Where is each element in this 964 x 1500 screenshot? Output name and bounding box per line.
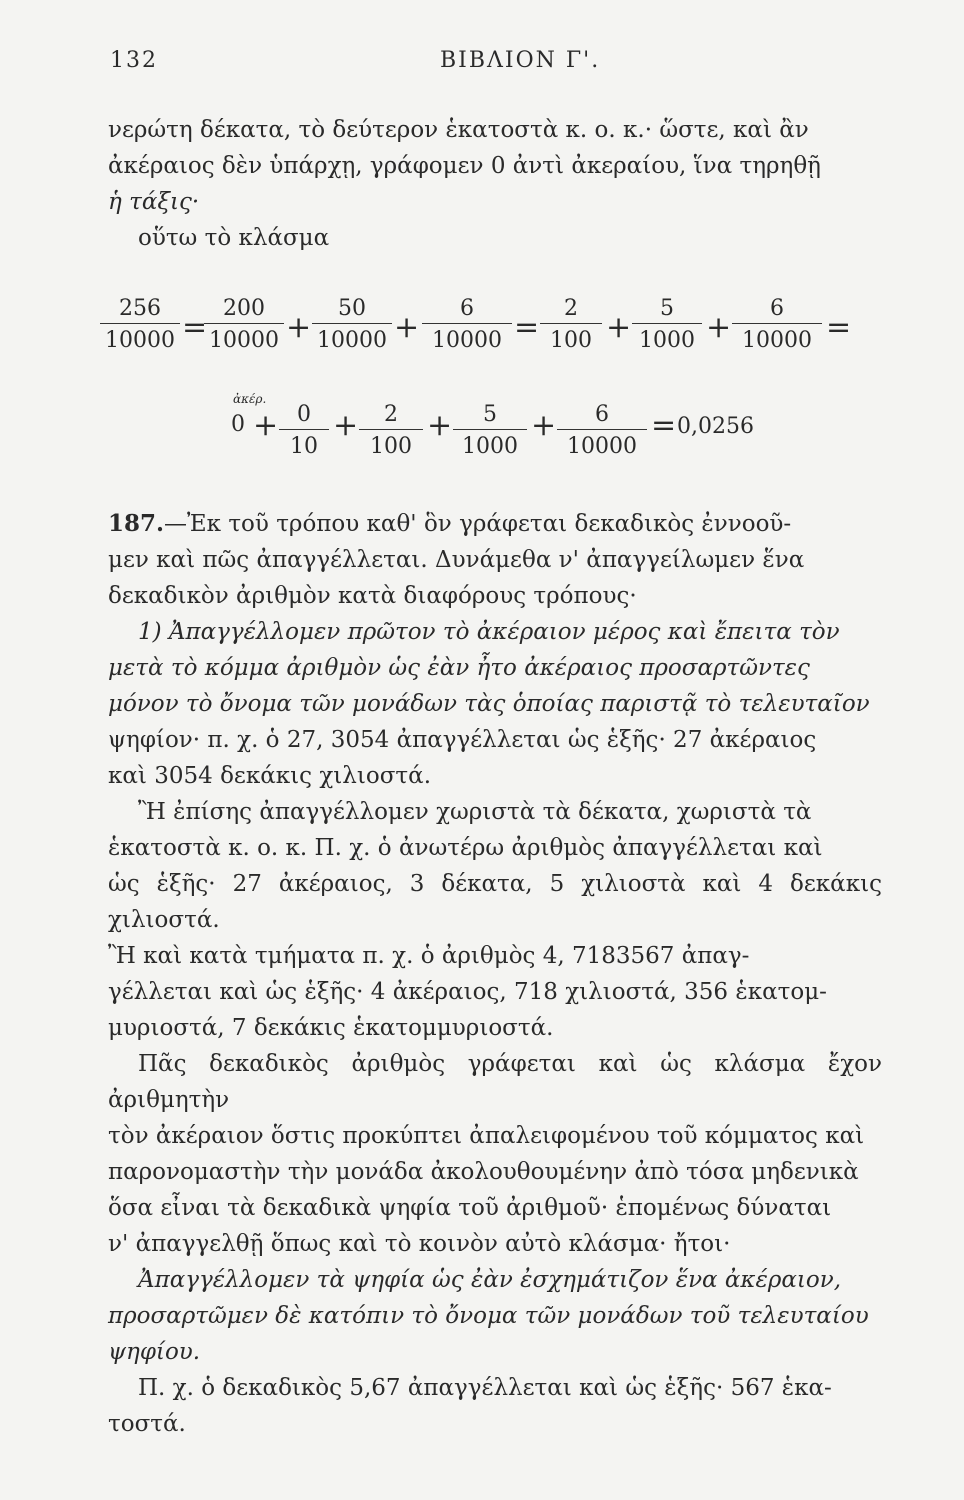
- denominator: 100: [370, 434, 412, 459]
- text-line: παρονομαστὴν τὴν μονάδα ἀκολουθουμένην ἀπὸ τόσα μηδενικὰ: [108, 1159, 859, 1185]
- text-line: 1) Ἀπαγγέλλομεν πρῶτον τὸ ἀκέραιον μέρος καὶ ἔπειτα τὸν: [138, 619, 840, 645]
- denominator: 10000: [567, 434, 637, 459]
- page-number: 132: [110, 48, 158, 73]
- plus-sign: +: [253, 408, 279, 443]
- text-line: ὅσα εἶναι τὰ δεκαδικὰ ψηφία τοῦ ἀριθμοῦ· ἑπομένως δύναται: [108, 1195, 832, 1221]
- integer-value: 0: [231, 412, 245, 437]
- text-line: οὕτω τὸ κλάσμα: [138, 225, 330, 251]
- fraction: [632, 296, 702, 353]
- denominator: 1000: [639, 328, 695, 353]
- fraction: [453, 402, 527, 459]
- numerator: 200: [204, 296, 284, 324]
- text-line: Ἀπαγγέλλομεν τὰ ψηφία ὡς ἐὰν ἐσχημάτιζον ἕνα ἀκέραιον,: [138, 1267, 842, 1293]
- numerator: 0: [279, 402, 329, 430]
- fraction: [100, 296, 180, 353]
- text-line: ὡς ἑξῆς· 27 ἀκέραιος, 3 δέκατα, 5 χιλιοστὰ καὶ 4 δεκάκις χιλιοστά.: [108, 871, 882, 933]
- denominator: 10: [290, 434, 318, 459]
- equals-sign: =: [182, 310, 208, 345]
- section-187: [108, 506, 882, 1442]
- text-line: δεκαδικὸν ἀριθμὸν κατὰ διαφόρους τρόπους·: [108, 583, 637, 609]
- text-line: Πᾶς δεκαδικὸς ἀριθμὸς γράφεται καὶ ὡς κλάσμα ἔχον ἀριθμητὴν: [108, 1051, 882, 1113]
- denominator: 100: [550, 328, 592, 353]
- fraction-equation-1: [100, 296, 880, 366]
- text-line: τὸν ἀκέραιον ὅστις προκύπτει ἀπαλειφομένου τοῦ κόμματος καὶ: [108, 1123, 865, 1149]
- text-line: Ἢ καὶ κατὰ τμήματα π. χ. ὁ ἀριθμὸς 4, 7183567 ἀπαγ-: [108, 943, 750, 969]
- fraction: [422, 296, 512, 353]
- numerator: 5: [632, 296, 702, 324]
- text-line: μετὰ τὸ κόμμα ἀριθμὸν ὡς ἐὰν ἦτο ἀκέραιος προσαρτῶντες: [108, 655, 810, 681]
- fraction: [279, 402, 329, 459]
- fraction: [732, 296, 822, 353]
- equation-result: 0,0256: [677, 414, 754, 439]
- numerator: 5: [453, 402, 527, 430]
- fraction: [540, 296, 602, 353]
- numerator: 2: [359, 402, 423, 430]
- text-line: καὶ 3054 δεκάκις χιλιοστά.: [108, 763, 431, 789]
- text-line: μόνον τὸ ὄνομα τῶν μονάδων τὰς ὁποίας παριστᾷ τὸ τελευταῖον: [108, 691, 870, 717]
- denominator: 10000: [105, 328, 175, 353]
- denominator: 1000: [462, 434, 518, 459]
- page-header: [110, 48, 880, 78]
- plus-sign: +: [394, 310, 420, 345]
- equals-sign: =: [826, 310, 852, 345]
- denominator: 10000: [317, 328, 387, 353]
- plus-sign: +: [333, 408, 359, 443]
- fraction: [312, 296, 392, 353]
- plus-sign: +: [427, 408, 453, 443]
- equals-sign: =: [651, 408, 677, 443]
- denominator: 10000: [742, 328, 812, 353]
- text-line: γέλλεται καὶ ὡς ἑξῆς· 4 ἀκέραιος, 718 χιλιοστά, 356 ἑκατομ-: [108, 979, 827, 1005]
- numerator: 2: [540, 296, 602, 324]
- fraction: [204, 296, 284, 353]
- plus-sign: +: [606, 310, 632, 345]
- equals-sign: =: [514, 310, 540, 345]
- text-line: ἡ τάξις·: [108, 189, 200, 215]
- intro-text: [108, 112, 882, 256]
- numerator: 6: [557, 402, 647, 430]
- text-line: ν' ἀπαγγελθῇ ὅπως καὶ τὸ κοινὸν αὐτὸ κλάσμα· ἤτοι·: [108, 1231, 731, 1257]
- plus-sign: +: [706, 310, 732, 345]
- section-heading: —Ἐκ τοῦ τρόπου καθ' ὃν γράφεται δεκαδικὸς ἐννοοῦ-: [164, 511, 792, 537]
- text-line: Π. χ. ὁ δεκαδικὸς 5,67 ἀπαγγέλλεται καὶ ὡς ἑξῆς· 567 ἑκα-: [138, 1375, 832, 1401]
- plus-sign: +: [286, 310, 312, 345]
- text-line: μεν καὶ πῶς ἀπαγγέλλεται. Δυνάμεθα ν' ἀπαγγείλωμεν ἕνα: [108, 547, 805, 573]
- text-line: νερώτη δέκατα, τὸ δεύτερον ἑκατοστὰ κ. ο. κ.· ὥστε, καὶ ἂν: [108, 117, 809, 143]
- text-line: [108, 506, 882, 542]
- section-number: 187.: [108, 510, 165, 537]
- plus-sign: +: [531, 408, 557, 443]
- numerator: 6: [422, 296, 512, 324]
- running-title: ΒΙΒΛΙΟΝ Γ'.: [440, 48, 601, 73]
- numerator: 50: [312, 296, 392, 324]
- numerator: 6: [732, 296, 822, 324]
- text-line: ψηφίου.: [108, 1339, 201, 1365]
- fraction-equation-2: [225, 392, 845, 472]
- text-line: Ἢ ἐπίσης ἀπαγγέλλομεν χωριστὰ τὰ δέκατα, χωριστὰ τὰ: [138, 799, 812, 825]
- text-line: ψηφίον· π. χ. ὁ 27, 3054 ἀπαγγέλλεται ὡς ἑξῆς· 27 ἀκέραιος: [108, 727, 817, 753]
- text-line: μυριοστά, 7 δεκάκις ἑκατομμυριοστά.: [108, 1015, 554, 1041]
- integer-label: ἀκέρ.: [233, 392, 267, 406]
- fraction: [359, 402, 423, 459]
- text-line: τοστά.: [108, 1411, 186, 1437]
- text-line: προσαρτῶμεν δὲ κατόπιν τὸ ὄνομα τῶν μονάδων τοῦ τελευταίου: [108, 1303, 869, 1329]
- numerator: 256: [100, 296, 180, 324]
- denominator: 10000: [432, 328, 502, 353]
- fraction: [557, 402, 647, 459]
- text-line: ἑκατοστὰ κ. ο. κ. Π. χ. ὁ ἀνωτέρω ἀριθμὸς ἀπαγγέλλεται καὶ: [108, 835, 823, 861]
- denominator: 10000: [209, 328, 279, 353]
- text-line: ἀκέραιος δὲν ὑπάρχῃ, γράφομεν 0 ἀντὶ ἀκεραίου, ἵνα τηρηθῇ: [108, 153, 821, 179]
